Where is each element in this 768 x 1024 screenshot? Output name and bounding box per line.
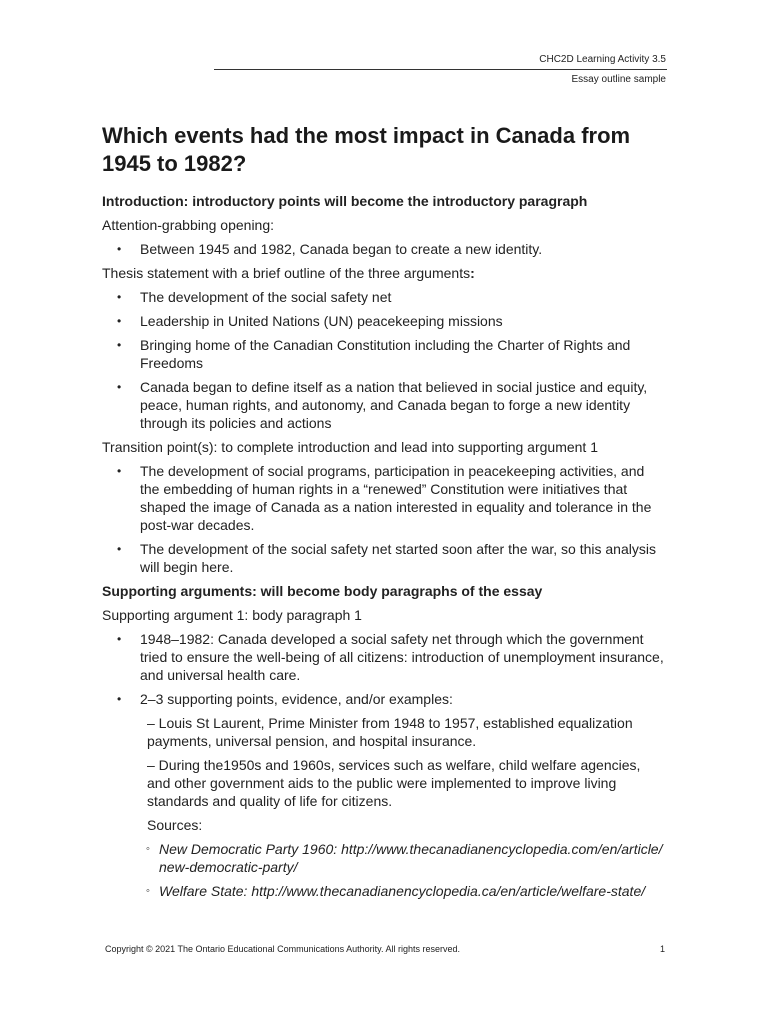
thesis-label: Thesis statement with a brief outline of the three arguments: [102,265,475,281]
list-item: • Between 1945 and 1982, Canada began to create a new identity. [117,241,543,257]
list-item: • 1948–1982: Canada developed a social safety net through which the government tried to ensure the well-being of all citizens: introduction of unemployment insurance, and universal health care. [117,631,664,683]
source-item [102,840,667,876]
supporting-heading: Supporting arguments: will become body paragraphs of the essay [102,583,543,599]
circle-bullet-icon: ◦ [146,885,150,897]
source-link: Welfare State: http://www.thecanadianencyclopedia.ca/en/article/welfare-state/ [159,883,646,899]
bullet-icon: • [117,692,122,706]
attention-list [102,240,667,258]
transition-label: Transition point(s): to complete introduction and lead into supporting argument 1 [102,439,598,455]
thesis-list [102,288,667,432]
list-item: • Canada began to define itself as a nation that believed in social justice and equity, peace, human rights, and autonomy, and Canada began to forge a new identity through its policies and actions [117,379,648,431]
argument1-list [102,630,667,708]
argument1-label: Supporting argument 1: body paragraph 1 [102,607,362,623]
list-item: • Bringing home of the Canadian Constitution including the Charter of Rights and Freedoms [117,337,631,371]
header-subtitle: Essay outline sample [571,74,666,85]
bullet-icon: • [117,632,122,646]
intro-heading: Introduction: introductory points will become the introductory paragraph [102,193,588,209]
source-item [102,882,667,900]
transition-list [102,462,667,576]
footer-copyright: Copyright © 2021 The Ontario Educational Communications Authority. All rights reserved. [105,944,460,954]
page-title: Which events had the most impact in Canada from 1945 to 1982? [102,123,631,176]
header-divider [214,69,667,70]
list-item: • Leadership in United Nations (UN) peacekeeping missions [117,313,503,329]
list-item: • The development of the social safety net [117,289,392,305]
bullet-icon: • [117,380,122,394]
list-item: • The development of the social safety net started soon after the war, so this analysis will begin here. [117,541,656,575]
bullet-icon: • [117,290,122,304]
source-link: New Democratic Party 1960: http://www.thecanadianencyclopedia.com/en/article/ new-democratic-party/ [159,841,663,875]
attention-label: Attention-grabbing opening: [102,217,275,233]
bullet-icon: • [117,242,122,256]
list-item: • 2–3 supporting points, evidence, and/or examples: [117,691,453,707]
evidence-item: – During the1950s and 1960s, services such as welfare, child welfare agencies, and other government aids to the public were implemented to improve living standards and quality of life for citizens. [147,757,641,809]
evidence-item: – Louis St Laurent, Prime Minister from 1948 to 1957, established equalization payments, universal pension, and hospital insurance. [147,715,633,749]
outline-content [102,192,667,906]
bullet-icon: • [117,314,122,328]
bullet-icon: • [117,542,122,556]
header-course-label: CHC2D Learning Activity 3.5 [539,54,666,65]
bullet-icon: • [117,338,122,352]
page-number: 1 [659,944,665,954]
circle-bullet-icon: ◦ [146,843,150,855]
sources-label: Sources: [147,817,203,833]
list-item: • The development of social programs, participation in peacekeeping activities, and the embedding of human rights in a “renewed” Constitution were initiatives that shaped the image of Canada as a nation interested in equality and tolerance in the post-war decades. [117,463,652,533]
bullet-icon: • [117,464,122,478]
